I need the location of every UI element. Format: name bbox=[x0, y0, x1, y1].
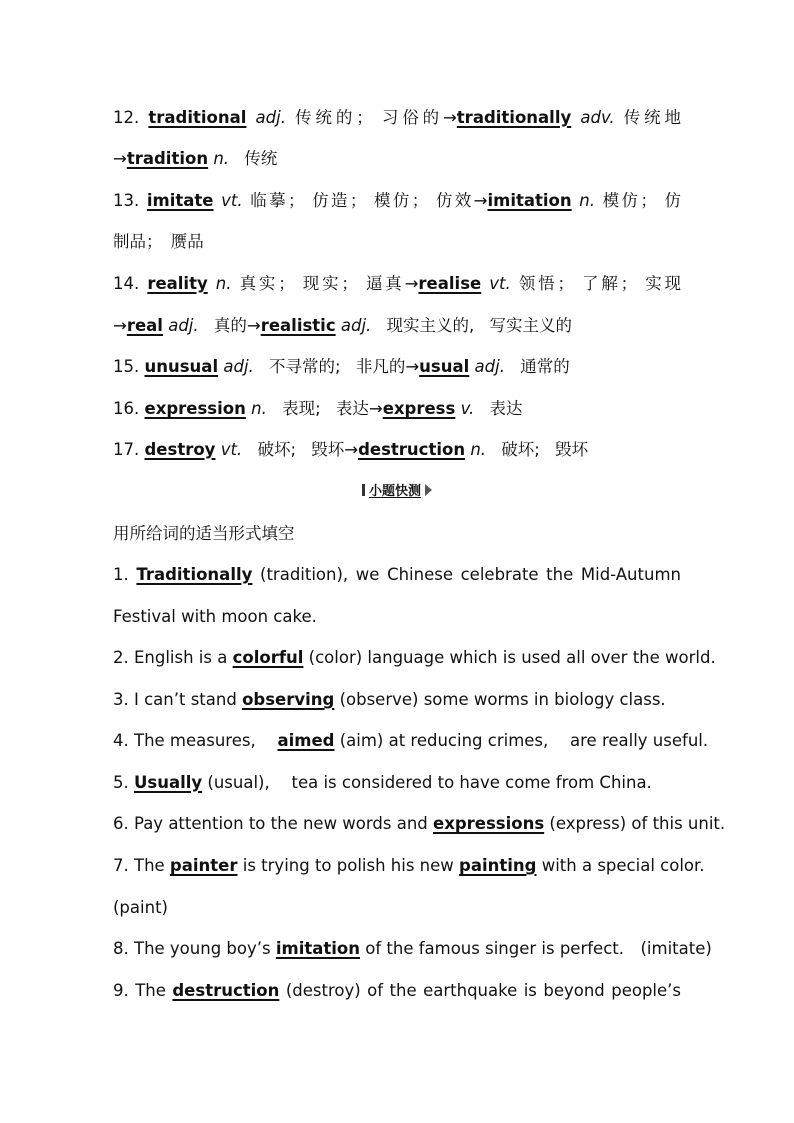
answer: expressions bbox=[433, 814, 545, 833]
vocab-line-13: 13. imitate vt. 临摹； 仿造； 模仿； 仿效→imitation n. 模仿； 仿 bbox=[113, 191, 681, 210]
vocab-word: imitate bbox=[146, 191, 214, 210]
exercise-8: 8. The young boy’s imitation of the famous singer is perfect. (imitate) bbox=[113, 939, 712, 958]
vocab-derivative: usual bbox=[419, 357, 470, 376]
answer: observing bbox=[242, 690, 335, 709]
bar-icon bbox=[362, 484, 365, 496]
vocab-line-12: 12. traditional adj. 传统的； 习俗的→traditionally adv. 传统地 bbox=[113, 108, 681, 127]
vocab-line-14-cont: →real adj. 真的→realistic adj. 现实主义的, 写实主义的 bbox=[113, 316, 573, 335]
vocab-derivative: imitation bbox=[487, 191, 572, 210]
vocab-derivative: realistic bbox=[260, 316, 336, 335]
section-heading: 小题快测 bbox=[0, 482, 794, 502]
answer: destruction bbox=[172, 981, 280, 1000]
exercise-1: 1. Traditionally (tradition), we Chinese celebrate the Mid-Autumn bbox=[113, 565, 681, 584]
vocab-word: reality bbox=[147, 274, 208, 293]
exercise-1-cont: Festival with moon cake. bbox=[113, 607, 317, 626]
answer: imitation bbox=[275, 939, 360, 958]
vocab-line-15: 15. unusual adj. 不寻常的; 非凡的→usual adj. 通常的 bbox=[113, 357, 570, 376]
vocab-line-16: 16. expression n. 表现; 表达→express v. 表达 bbox=[113, 399, 523, 418]
vocab-derivative: express bbox=[382, 399, 456, 418]
answer: colorful bbox=[232, 648, 304, 667]
vocab-line-14: 14. reality n. 真实； 现实； 逼真→realise vt. 领悟； 了解； 实现 bbox=[113, 274, 682, 293]
vocab-word: destroy bbox=[144, 440, 216, 459]
answer: painter bbox=[169, 856, 238, 875]
vocab-derivative: tradition bbox=[126, 149, 209, 168]
answer: Traditionally bbox=[136, 565, 253, 584]
answer: Usually bbox=[134, 773, 203, 792]
vocab-line-17: 17. destroy vt. 破坏; 毁坏→destruction n. 破坏; 毁坏 bbox=[113, 440, 589, 459]
vocab-derivative: destruction bbox=[358, 440, 466, 459]
vocab-word: unusual bbox=[144, 357, 219, 376]
exercise-4: 4. The measures, aimed (aim) at reducing crimes, are really useful. bbox=[113, 731, 709, 750]
answer: aimed bbox=[277, 731, 335, 750]
exercise-7: 7. The painter is trying to polish his new painting with a special color. bbox=[113, 856, 705, 875]
vocab-derivative: traditionally bbox=[456, 108, 572, 127]
exercise-6: 6. Pay attention to the new words and expressions (express) of this unit. bbox=[113, 814, 726, 833]
exercise-3: 3. I can’t stand observing (observe) some worms in biology class. bbox=[113, 690, 666, 709]
instruction-text: 用所给词的适当形式填空 bbox=[113, 524, 295, 543]
exercise-5: 5. Usually (usual), tea is considered to have come from China. bbox=[113, 773, 652, 792]
triangle-right-icon bbox=[425, 484, 432, 496]
vocab-derivative: realise bbox=[418, 274, 482, 293]
answer: painting bbox=[459, 856, 537, 875]
vocab-word: expression bbox=[144, 399, 246, 418]
vocab-line-12-cont: →tradition n. 传统 bbox=[113, 149, 278, 168]
vocab-line-13-cont: 制品； 赝品 bbox=[113, 232, 204, 251]
exercise-2: 2. English is a colorful (color) language which is used all over the world. bbox=[113, 648, 716, 667]
vocab-word: traditional bbox=[148, 108, 247, 127]
exercise-7-cont: (paint) bbox=[113, 898, 168, 917]
exercise-9: 9. The destruction (destroy) of the earthquake is beyond people’s bbox=[113, 981, 682, 1000]
vocab-derivative: real bbox=[126, 316, 163, 335]
